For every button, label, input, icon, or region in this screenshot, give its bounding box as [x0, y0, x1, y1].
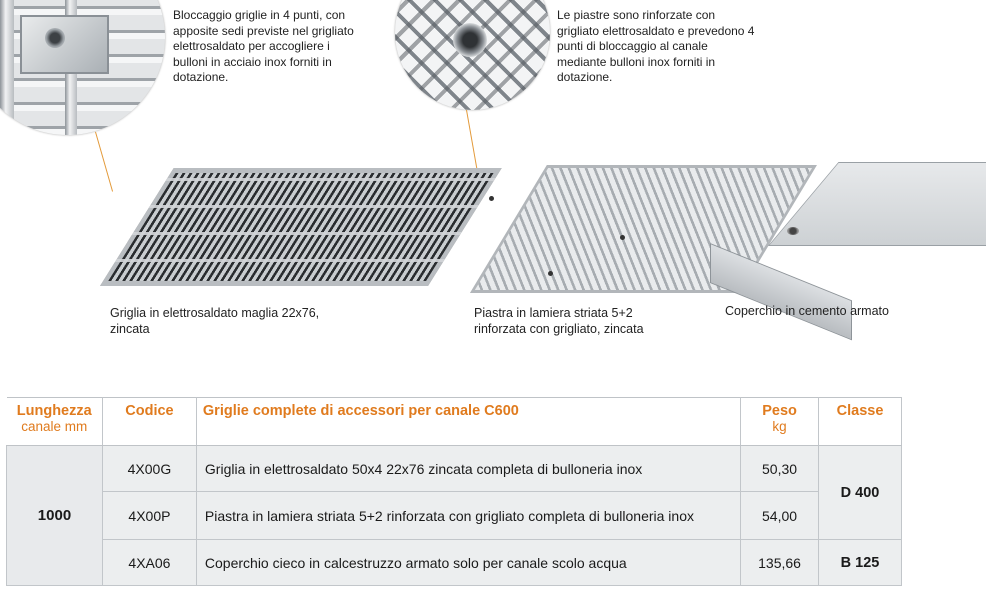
cover-caption: Coperchio in cemento armato — [725, 304, 889, 318]
header-lunghezza: Lunghezza canale mm — [7, 398, 103, 446]
description-cell: Coperchio cieco in calcestruzzo armato solo per canale scolo acqua — [196, 540, 740, 586]
code-cell: 4XA06 — [102, 540, 196, 586]
description-cell: Piastra in lamiera striata 5+2 rinforzata con grigliato completa di bulloneria inox — [196, 492, 740, 540]
weight-cell: 135,66 — [741, 540, 819, 586]
weight-cell: 54,00 — [741, 492, 819, 540]
header-codice: Codice — [102, 398, 196, 446]
plate-locking-note: Le piastre sono rinforzate con grigliato elettrosaldato e prevedono 4 punti di bloccaggio al canale mediante bulloni inox forniti in dotazione. — [557, 8, 755, 84]
description-cell: Griglia in elettrosaldato 50x4 22x76 zincata completa di bulloneria inox — [196, 446, 740, 492]
table-row — [7, 492, 902, 540]
product-table — [6, 397, 902, 586]
header-descrizione: Griglie complete di accessori per canale C600 — [196, 398, 740, 446]
class-cell: B 125 — [819, 540, 902, 586]
code-cell: 4X00P — [102, 492, 196, 540]
leader-line-1 — [95, 132, 113, 192]
class-cell: D 400 — [819, 446, 902, 540]
code-cell: 4X00G — [102, 446, 196, 492]
weight-cell: 50,30 — [741, 446, 819, 492]
grate-locking-note: Bloccaggio griglie in 4 punti, con apposite sedi previste nel grigliato elettrosaldato per accogliere i bulloni in acciaio inox forniti in dotazione. — [173, 8, 354, 84]
grate-caption: Griglia in elettrosaldato maglia 22x76, zincata — [110, 306, 320, 336]
plate-caption: Piastra in lamiera striata 5+2 rinforzata con grigliato, zincata — [474, 306, 644, 336]
header-peso: Peso kg — [741, 398, 819, 446]
grate-detail-photo — [0, 0, 165, 135]
header-classe: Classe — [819, 398, 902, 446]
plate-detail-photo — [395, 0, 550, 110]
table-row — [7, 446, 902, 492]
table-row — [7, 540, 902, 586]
length-cell: 1000 — [7, 446, 103, 586]
